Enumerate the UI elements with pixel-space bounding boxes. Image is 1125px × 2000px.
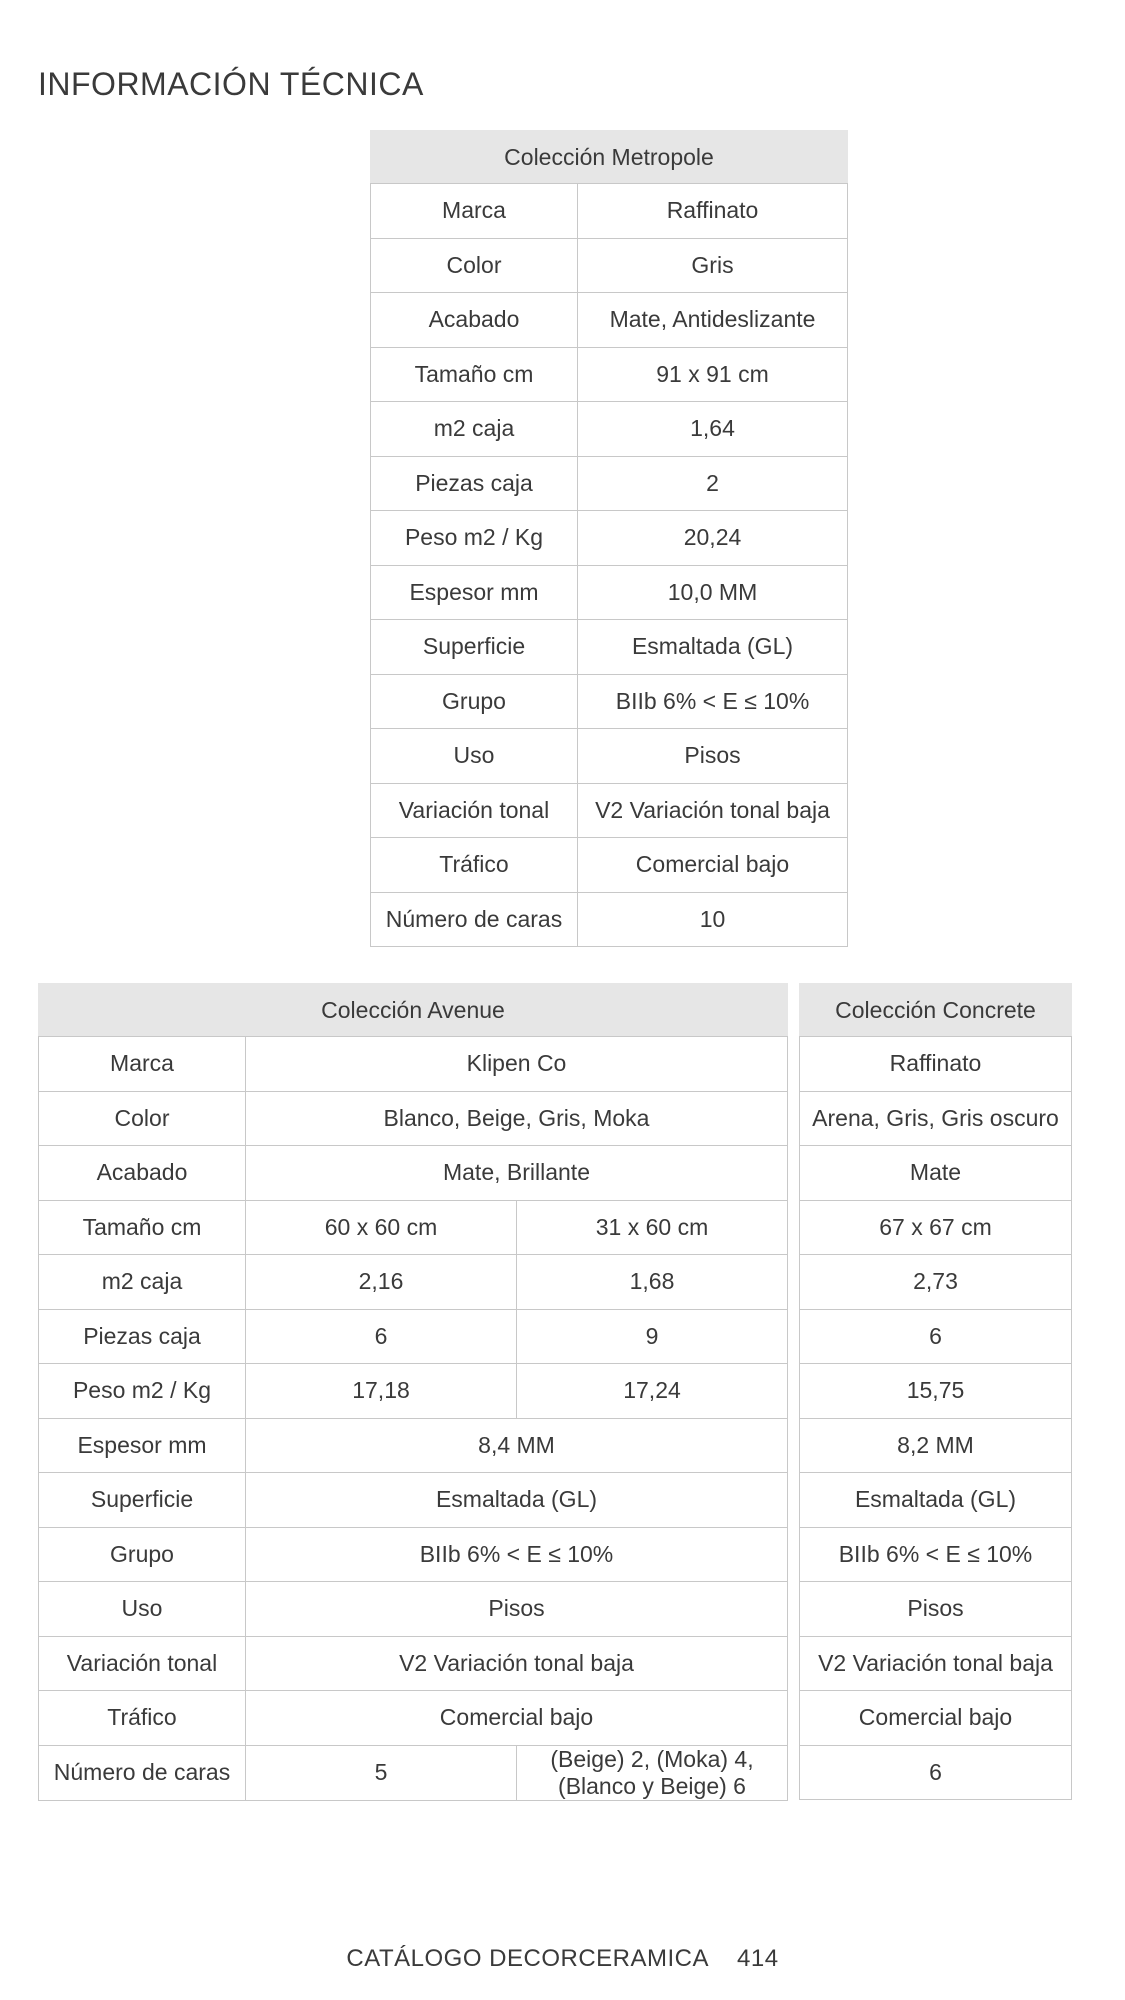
row-value: 6 — [800, 1309, 1072, 1364]
caras-line-1: (Beige) 2, (Moka) 4, — [550, 1745, 754, 1772]
table-row — [39, 1691, 788, 1746]
table-row — [39, 1364, 788, 1419]
row-value: Comercial bajo — [578, 838, 848, 893]
table-row — [39, 1037, 788, 1092]
table-row — [800, 1037, 1072, 1092]
row-value: 17,24 — [517, 1364, 788, 1419]
row-label: Grupo — [371, 674, 578, 729]
table-row — [800, 1636, 1072, 1691]
footer — [0, 1945, 1125, 1973]
row-value: 91 x 91 cm — [578, 347, 848, 402]
row-value: BIIb 6% < E ≤ 10% — [578, 674, 848, 729]
table-row — [39, 1636, 788, 1691]
row-value: 15,75 — [800, 1364, 1072, 1419]
row-value: 9 — [517, 1309, 788, 1364]
row-value: Esmaltada (GL) — [246, 1473, 788, 1528]
concrete-rows — [800, 1037, 1072, 1800]
row-value: V2 Variación tonal baja — [246, 1636, 788, 1691]
table-row — [800, 1418, 1072, 1473]
row-label: Uso — [371, 729, 578, 784]
row-label: Marca — [39, 1037, 246, 1092]
row-label: Variación tonal — [39, 1636, 246, 1691]
row-value: 2 — [578, 456, 848, 511]
table-row — [39, 1745, 788, 1800]
row-value: 5 — [246, 1745, 517, 1800]
row-value: 20,24 — [578, 511, 848, 566]
row-value: 10 — [578, 892, 848, 947]
row-value: Pisos — [246, 1582, 788, 1637]
row-value: Blanco, Beige, Gris, Moka — [246, 1091, 788, 1146]
table-row — [800, 1691, 1072, 1746]
metropole-title: Colección Metropole — [371, 131, 848, 184]
table-row — [39, 1473, 788, 1528]
table-row — [371, 674, 848, 729]
row-value: Gris — [578, 238, 848, 293]
table-row — [39, 1527, 788, 1582]
table-row — [39, 1309, 788, 1364]
row-value: Mate, Antideslizante — [578, 293, 848, 348]
table-row — [800, 1309, 1072, 1364]
row-value: Pisos — [800, 1582, 1072, 1637]
row-value: 6 — [246, 1309, 517, 1364]
row-label: Uso — [39, 1582, 246, 1637]
row-value: 2,73 — [800, 1255, 1072, 1310]
table-row — [39, 1091, 788, 1146]
row-value: 6 — [800, 1745, 1072, 1800]
row-label: Variación tonal — [371, 783, 578, 838]
row-label: Color — [371, 238, 578, 293]
table-row — [800, 1255, 1072, 1310]
page-title: INFORMACIÓN TÉCNICA — [38, 66, 424, 102]
row-label: Tamaño cm — [39, 1200, 246, 1255]
row-value: Mate — [800, 1146, 1072, 1201]
row-label: m2 caja — [39, 1255, 246, 1310]
row-label: Acabado — [371, 293, 578, 348]
row-value: 8,4 MM — [246, 1418, 788, 1473]
metropole-rows — [371, 184, 848, 947]
row-label: Número de caras — [371, 892, 578, 947]
table-row — [39, 1418, 788, 1473]
row-value: Comercial bajo — [800, 1691, 1072, 1746]
table-row — [371, 565, 848, 620]
table-row — [800, 1473, 1072, 1528]
row-value: Pisos — [578, 729, 848, 784]
table-row — [39, 1200, 788, 1255]
row-label: Superficie — [371, 620, 578, 675]
avenue-title: Colección Avenue — [39, 984, 788, 1037]
row-value: 2,16 — [246, 1255, 517, 1310]
row-label: Peso m2 / Kg — [371, 511, 578, 566]
row-label: Marca — [371, 184, 578, 239]
row-label: Piezas caja — [39, 1309, 246, 1364]
row-value: Comercial bajo — [246, 1691, 788, 1746]
metropole-table — [370, 130, 848, 947]
table-row — [371, 892, 848, 947]
table-row — [39, 1146, 788, 1201]
table-row — [800, 1091, 1072, 1146]
row-label: Número de caras — [39, 1745, 246, 1800]
table-row — [800, 1146, 1072, 1201]
row-value: 8,2 MM — [800, 1418, 1072, 1473]
table-row — [371, 620, 848, 675]
row-label: Color — [39, 1091, 246, 1146]
row-value: Raffinato — [578, 184, 848, 239]
row-value: 60 x 60 cm — [246, 1200, 517, 1255]
avenue-table — [38, 983, 788, 1801]
row-value: Raffinato — [800, 1037, 1072, 1092]
row-value: 31 x 60 cm — [517, 1200, 788, 1255]
concrete-title: Colección Concrete — [800, 984, 1072, 1037]
row-label: Grupo — [39, 1527, 246, 1582]
table-row — [371, 402, 848, 457]
concrete-table — [799, 983, 1072, 1800]
row-value: 1,64 — [578, 402, 848, 457]
row-label: Espesor mm — [39, 1418, 246, 1473]
table-row — [371, 184, 848, 239]
table-row — [371, 729, 848, 784]
caras-line-2: (Blanco y Beige) 6 — [558, 1772, 746, 1799]
row-value: 10,0 MM — [578, 565, 848, 620]
row-value: V2 Variación tonal baja — [578, 783, 848, 838]
row-label: Superficie — [39, 1473, 246, 1528]
row-label: Peso m2 / Kg — [39, 1364, 246, 1419]
row-label: Espesor mm — [371, 565, 578, 620]
row-value: Klipen Co — [246, 1037, 788, 1092]
table-row — [371, 511, 848, 566]
table-row — [371, 238, 848, 293]
avenue-rows — [39, 1037, 788, 1801]
row-value: Esmaltada (GL) — [578, 620, 848, 675]
row-value: Mate, Brillante — [246, 1146, 788, 1201]
row-value: Arena, Gris, Gris oscuro — [800, 1091, 1072, 1146]
table-row — [800, 1200, 1072, 1255]
row-value: BIIb 6% < E ≤ 10% — [800, 1527, 1072, 1582]
page-number: 414 — [737, 1945, 779, 1972]
table-row — [371, 838, 848, 893]
row-value-multiline — [517, 1745, 788, 1800]
row-label: Piezas caja — [371, 456, 578, 511]
row-label: m2 caja — [371, 402, 578, 457]
row-value: 17,18 — [246, 1364, 517, 1419]
table-row — [39, 1255, 788, 1310]
table-row — [371, 456, 848, 511]
table-row — [800, 1527, 1072, 1582]
row-value: V2 Variación tonal baja — [800, 1636, 1072, 1691]
row-label: Tráfico — [39, 1691, 246, 1746]
table-row — [371, 347, 848, 402]
table-row — [800, 1582, 1072, 1637]
table-row — [371, 783, 848, 838]
catalog-name: CATÁLOGO DECORCERAMICA — [346, 1945, 710, 1972]
table-row — [800, 1364, 1072, 1419]
row-label: Acabado — [39, 1146, 246, 1201]
table-row — [371, 293, 848, 348]
row-label: Tráfico — [371, 838, 578, 893]
row-value: 67 x 67 cm — [800, 1200, 1072, 1255]
table-row — [800, 1745, 1072, 1800]
row-value: 1,68 — [517, 1255, 788, 1310]
row-value: BIIb 6% < E ≤ 10% — [246, 1527, 788, 1582]
table-row — [39, 1582, 788, 1637]
row-label: Tamaño cm — [371, 347, 578, 402]
row-value: Esmaltada (GL) — [800, 1473, 1072, 1528]
